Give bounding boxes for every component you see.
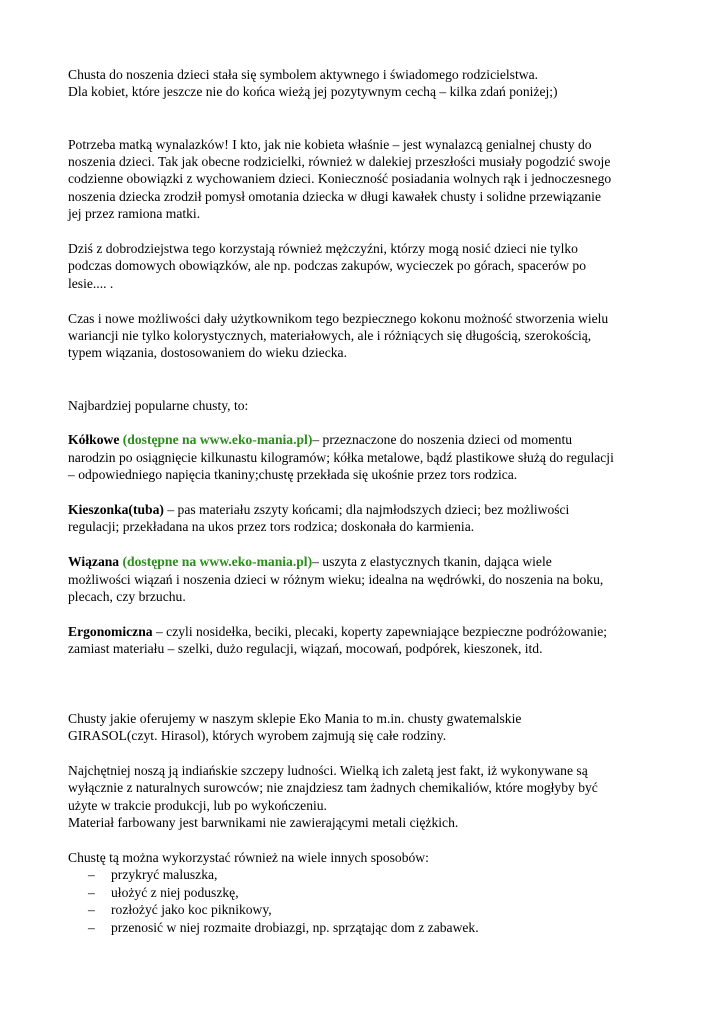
variants-paragraph [68,310,668,362]
variants-line: typem wiązania, dostosowaniem do wieku dziecka. [68,345,347,361]
shop-link[interactable]: (dostępne na www.eko-mania.pl) [122,554,313,570]
type-description: – uszyta z elastycznych tkanin, dająca wiele [312,554,552,570]
popular-heading [68,397,668,414]
type-name: Kieszonka(tuba) [68,502,164,518]
variants-line: Czas i nowe możliwości dały użytkownikom tego bezpiecznego kokonu możność stworzenia wielu [68,310,609,326]
list-item-text: rozłożyć jako koc piknikowy, [111,902,272,918]
natural-line: użyte w trakcie produkcji, lub po wykończeniu. [68,797,327,813]
type-description-line: zamiast materiału – szelki, dużo regulacji, wiązań, mocowań, podpórek, kieszonek, itd. [68,641,543,657]
offer-line: GIRASOL(czyt. Hirasol), których wyrobem zajmują się całe rodziny. [68,728,447,744]
men-line: podczas domowych obowiązków, ale np. podczas zakupów, wycieczek po górach, spacerów po [68,258,587,274]
list-item [68,919,668,936]
natural-line: Najchętniej noszą ją indiańskie szczepy ludności. Wielką ich zaletą jest fakt, iż wykonywane są [68,762,588,778]
history-paragraph [68,136,668,223]
history-line: noszenia dzieci. Tak jak obecne rodzicielki, również w dalekiej przeszłości musiały pogodzić swoje [68,154,611,170]
intro-line: Dla kobiet, które jeszcze nie do końca wieżą jej pozytywnym cechą – kilka zdań poniżej;) [68,84,558,100]
shop-link[interactable]: (dostępne na www.eko-mania.pl) [122,432,313,448]
offer-line: Chusty jakie oferujemy w naszym sklepie Eko Mania to m.in. chusty gwatemalskie [68,710,522,726]
dash-bullet-icon: – [88,919,95,935]
type-description-line: regulacji; przekładana na ukos przez tors rodzica; doskonała do karmienia. [68,519,475,535]
type-name: Wiązana [68,554,120,570]
intro-paragraph [68,66,668,101]
list-item-text: przenosić w niej rozmaite drobiazgi, np. sprzątając dom z zabawek. [111,919,479,935]
intro-line: Chusta do noszenia dzieci stała się symbolem aktywnego i świadomego rodzicielstwa. [68,67,538,82]
history-line: noszenia dziecka zrodził pomysł omotania dziecka w długi kawałek chusty i solidne przewiązanie [68,188,601,204]
natural-line: Materiał farbowany jest barwnikami nie zawierającymi metali ciężkich. [68,815,459,831]
history-line: codzienne obowiązki z wychowaniem dzieci. Konieczność posiadania wolnych rąk i jednoczesnego [68,171,612,187]
men-line: lesie.... . [68,275,114,291]
type-description-line: możliwości wiązań i noszenia dzieci w różnym wieku; idealna na wędrówki, do noszenia na boku, [68,571,604,587]
type-description-line: plecach, czy brzuchu. [68,589,186,605]
type-description-line: narodzin po osiągnięcie kilkunastu kilogramów; kółka metalowe, bądź plastikowe służą do regulacji [68,449,614,465]
offer-paragraph [68,710,668,745]
type-description: – czyli nosidełka, beciki, plecaki, koperty zapewniające bezpieczne podróżowanie; [152,623,608,639]
type-name: Ergonomiczna [68,623,153,639]
type-kolkowe [68,431,668,483]
dash-bullet-icon: – [88,884,95,900]
type-description: – pas materiału zszyty końcami; dla najmłodszych dzieci; bez możliwości [163,502,570,518]
list-item [68,901,668,918]
variants-line: wariancji nie tylko kolorystycznych, materiałowych, ale i różniących się długością, szerokością, [68,328,592,344]
type-ergonomiczna [68,623,668,658]
type-kieszonka [68,501,668,536]
natural-line: wyłącznie z naturalnych surowców; nie znajdziesz tam żadnych chemikaliów, które mogłyby być [68,780,598,796]
list-item-text: ułożyć z niej poduszkę, [111,884,239,900]
uses-section [68,849,668,936]
dash-bullet-icon: – [88,902,95,918]
uses-heading: Chustę tą można wykorzystać również na wiele innych sposobów: [68,849,429,865]
type-name: Kółkowe [68,432,120,448]
type-description: – przeznaczone do noszenia dzieci od momentu [312,432,573,448]
history-line: Potrzeba matką wynalazków! I kto, jak nie kobieta właśnie – jest wynalazcą genialnej chusty do [68,136,592,152]
men-line: Dziś z dobrodziejstwa tego korzystają również mężczyźni, którzy mogą nosić dzieci nie tylko [68,241,578,257]
list-item [68,884,668,901]
popular-heading-text: Najbardziej popularne chusty, to: [68,397,249,413]
natural-paragraph [68,762,668,832]
list-item [68,866,668,883]
list-item-text: przykryć maluszka, [111,867,218,883]
type-description-line: – odpowiedniego napięcia tkaniny;chustę przekłada się ukośnie przez tors rodzica. [68,467,518,483]
history-line: jej przez ramiona matki. [68,206,201,222]
document-page [68,66,668,936]
type-wiazana [68,553,668,605]
dash-bullet-icon: – [88,867,95,883]
men-paragraph [68,240,668,292]
uses-list [68,866,668,936]
